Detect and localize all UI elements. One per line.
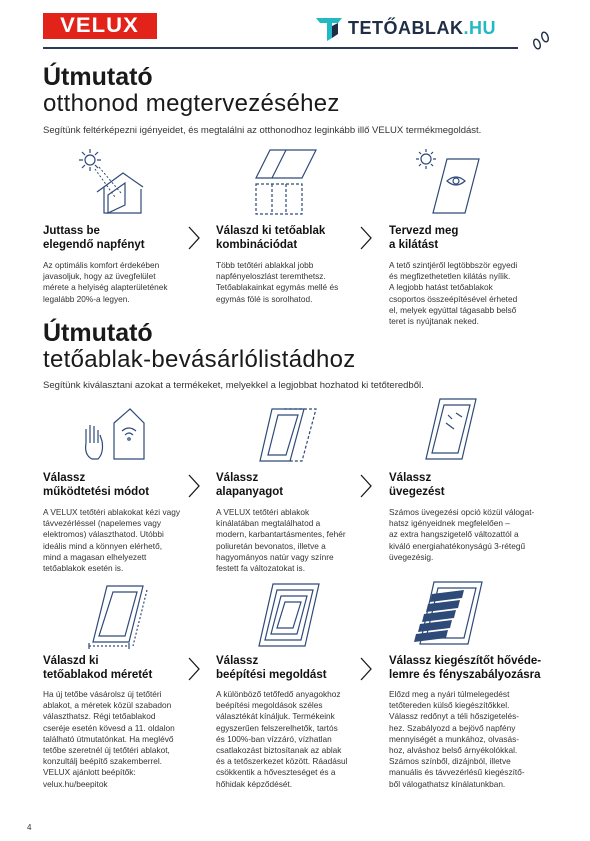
- s2-item2-title: Válassz alapanyagot: [216, 472, 284, 498]
- chevron-right-icon: [186, 656, 202, 682]
- tetoablak-logo: [314, 13, 496, 43]
- chevron-right-icon: [358, 656, 374, 682]
- chevron-right-icon: [358, 225, 374, 251]
- sun-house-icon: [75, 147, 145, 215]
- section1-title-light: otthonod megtervezéséhez: [43, 90, 340, 117]
- s1-item3-desc: A tető szintjéről legtöbbször egyedi és megfizethetetlen kilátás nyílik. A legjobb hatást tetőablakok csoportos összeépítésével érheted el, melyek egyúttal tágasabb belső teret is nyújtanak neked.: [389, 260, 518, 327]
- installers-link[interactable]: velux.hu/beepitok: [43, 778, 108, 789]
- logo-tld-text: .HU: [463, 17, 496, 38]
- glazing-icon: [420, 395, 488, 463]
- section2-lead: Segítünk kiválasztani azokat a termékeket, melyekkel a legjobbat hozhatod ki tetőteredből.: [43, 380, 424, 391]
- chevron-right-icon: [358, 473, 374, 499]
- s1-item1-desc: Az optimális komfort érdekében javasoljuk, hogy az üvegfelület mérete a helyiség alapterületének legalább 20%-a legyen.: [43, 260, 168, 304]
- s2-item6-title: Válassz kiegészítőt hővéde- lemre és fényszabályozásra: [389, 655, 542, 681]
- chevron-right-icon: [186, 473, 202, 499]
- s2-item3-title: Válassz üvegezést: [389, 472, 445, 498]
- s1-item2-desc: Több tetőtéri ablakkal jobb napfényeloszlást teremthetsz. Tetőablakainkat egymás mellé és egymás fölé is sorolhatod.: [216, 260, 339, 304]
- s2-item2-desc: A VELUX tetőtéri ablakok kínálatában megtalálhatod a modern, karbantartásmentes, fehér poliuretán bevonatos, illetve a hagyományos natúr vagy színre festett fa változatokat is.: [216, 507, 346, 574]
- header-divider: [43, 47, 518, 49]
- chevron-right-icon: [186, 225, 202, 251]
- window-frame-icon: [258, 405, 326, 465]
- flashing-icon: [255, 582, 325, 650]
- s2-item4-title: Válaszd ki tetőablakod méretét: [43, 655, 153, 681]
- section1-title-bold: Útmutató: [43, 63, 153, 91]
- eye-window-icon: [413, 147, 483, 215]
- s2-item5-title: Válassz beépítési megoldást: [216, 655, 327, 681]
- s2-item4-desc: Ha új tetőbe vásárolsz új tetőtéri ablakot, a méretek közül szabadon választhatsz. Régi tetőablakod cseréje esetén kövesd a 11. oldalon található útmutatónkat. Ha meglévő tetőbe szeretnél új tetőtéri ablakot, konzultálj beépítő szakemberrel. VELUX ajánlott beépítők: velux.hu/beepitok: [43, 689, 203, 790]
- s2-item5-desc: A különböző tetőfedő anyagokhoz beépítési megoldások széles választékát kínáljuk. Termékeink egyszerűen felszerelhetők, tartós és 100%-ban vízzáró, vízhatlan csatlakozást biztosítanak az ablak és a tetőszerkezet között. Ráadásul csökkentik a hőveszteséget és a hőhidak képződését.: [216, 689, 348, 789]
- logo-main-text: TETŐABLAK: [348, 17, 464, 38]
- s2-item3-desc: Számos üvegezési opció közül válogat- hatsz igényeidnek megfelelően – az extra hangszigetelő változattól a kiváló energiahatékonyságú 3-rétegű üvegezésig.: [389, 507, 535, 562]
- section2-title-bold: Útmutató: [43, 319, 153, 347]
- tetoablak-mark-icon: [314, 14, 344, 42]
- window-combination-icon: [250, 148, 320, 216]
- page-number: 4: [27, 823, 32, 832]
- section2-title-light: tetőablak-bevásárlólistádhoz: [43, 346, 356, 373]
- velux-logo: VELUX: [43, 13, 157, 39]
- window-size-icon: [85, 580, 153, 650]
- s2-item1-title: Válassz működtetési módot: [43, 472, 150, 498]
- s1-item1-title: Juttass be elegendő napfényt: [43, 225, 145, 251]
- footsteps-icon: [530, 30, 552, 52]
- s1-item3-title: Tervezd meg a kilátást: [389, 225, 459, 251]
- s2-item1-desc: A VELUX tetőtéri ablakokat kézi vagy távvezérléssel (napelemes vagy elektromos) választhatod. Utóbbi ideális mind a könnyen elérhető, mind a magasan elhelyezett tetőablakok esetén is.: [43, 507, 180, 574]
- section1-lead: Segítünk feltérképezni igényeidet, és megtalálni az otthonodhoz leginkább illő VELUX termékmegoldást.: [43, 125, 482, 136]
- s2-item6-desc: Előzd meg a nyári túlmelegedést tetőtereden külső kiegészítőkkel. Válassz redőnyt a téli hőszigetelés- hez. Szabályozd a bejövő napfény mennyiségét a munkához, olvasás- hoz, alváshoz belső árnyékolókkal. Számos színből, dizájnból, illetve manuális és távvezérlésű kiegészítő- ből válogathatsz kínálatunkban.: [389, 689, 525, 789]
- blind-icon: [410, 580, 485, 650]
- s1-item2-title: Válaszd ki tetőablak kombinációdat: [216, 225, 326, 251]
- hand-wifi-icon: [78, 403, 146, 463]
